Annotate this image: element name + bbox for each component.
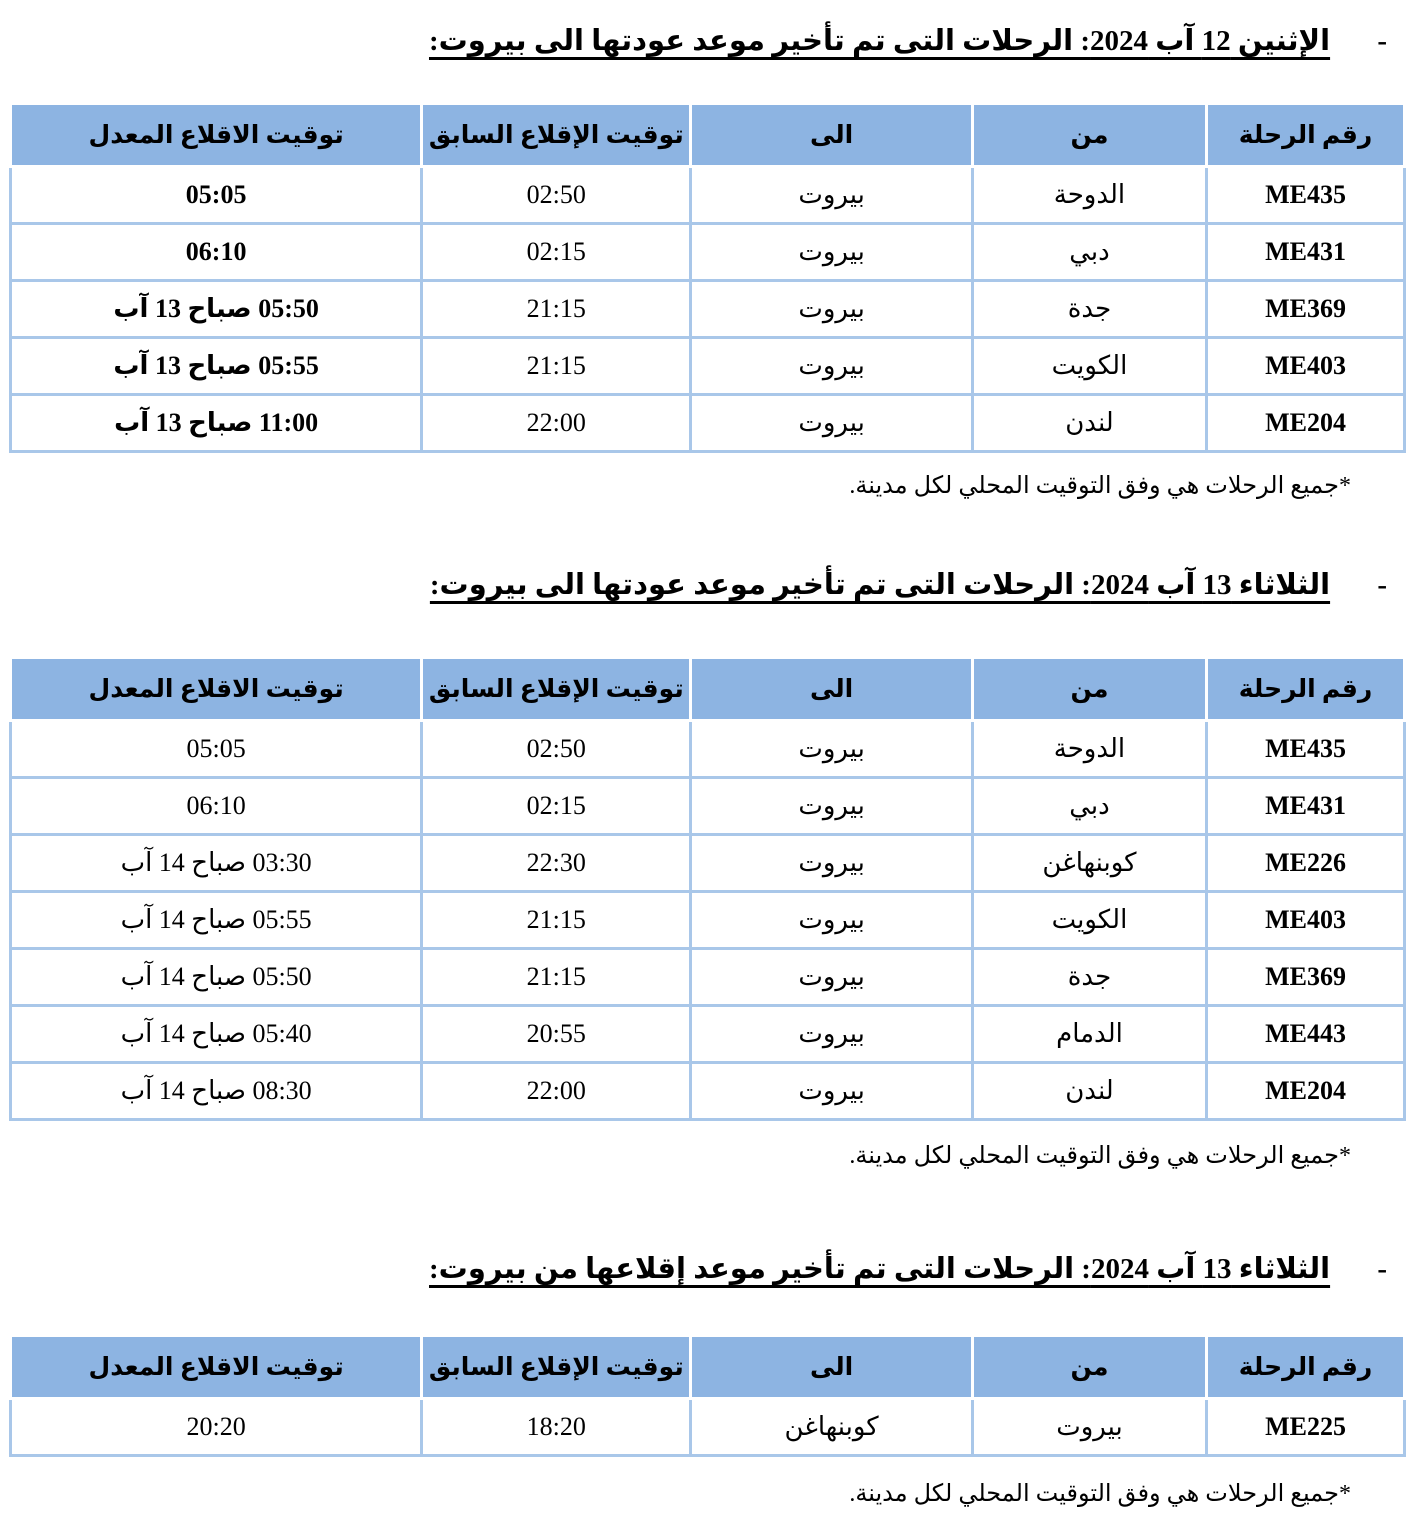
col-flight-number: رقم الرحلة	[1207, 658, 1405, 721]
col-modified-departure-time: توقيت الاقلاع المعدل	[11, 658, 422, 721]
previous-time-cell: 21:15	[422, 949, 691, 1006]
table-header-row	[11, 104, 1405, 167]
table-row	[11, 338, 1405, 395]
table-row	[11, 281, 1405, 338]
table-row	[11, 167, 1405, 224]
to-cell: بيروت	[691, 721, 973, 778]
from-cell: الكويت	[972, 338, 1206, 395]
flight-number-cell: ME225	[1207, 1399, 1405, 1456]
to-cell: بيروت	[691, 949, 973, 1006]
previous-time-cell: 02:50	[422, 167, 691, 224]
to-cell: بيروت	[691, 224, 973, 281]
flight-number-cell: ME431	[1207, 224, 1405, 281]
flights-table	[9, 102, 1406, 453]
previous-time-cell: 02:15	[422, 778, 691, 835]
new-time-cell: 05:05	[11, 721, 422, 778]
table-row	[11, 395, 1405, 452]
col-to: الى	[691, 658, 973, 721]
flights-table	[9, 1334, 1406, 1457]
col-modified-departure-time: توقيت الاقلاع المعدل	[11, 104, 422, 167]
to-cell: بيروت	[691, 1006, 973, 1063]
col-flight-number: رقم الرحلة	[1207, 104, 1405, 167]
previous-time-cell: 21:15	[422, 281, 691, 338]
previous-time-cell: 22:00	[422, 395, 691, 452]
flight-number-cell: ME435	[1207, 167, 1405, 224]
from-cell: الدوحة	[972, 167, 1206, 224]
to-cell: بيروت	[691, 395, 973, 452]
flight-number-cell: ME403	[1207, 338, 1405, 395]
from-cell: الكويت	[972, 892, 1206, 949]
to-cell: كوبنهاغن	[691, 1399, 973, 1456]
flight-number-cell: ME204	[1207, 1063, 1405, 1120]
list-dash: -	[1377, 25, 1387, 57]
previous-time-cell: 22:00	[422, 1063, 691, 1120]
table-header-row	[11, 1336, 1405, 1399]
new-time-cell: 05:55 صباح 14 آب	[11, 892, 422, 949]
section-heading	[0, 564, 1415, 606]
col-previous-departure-time: توقيت الإقلاع السابق	[422, 658, 691, 721]
new-time-cell: 03:30 صباح 14 آب	[11, 835, 422, 892]
from-cell: دبي	[972, 778, 1206, 835]
new-time-cell: 06:10	[11, 778, 422, 835]
local-time-footnote: *جميع الرحلات هي وفق التوقيت المحلي لكل مدينة.	[849, 1481, 1351, 1508]
col-from: من	[972, 104, 1206, 167]
local-time-footnote: *جميع الرحلات هي وفق التوقيت المحلي لكل مدينة.	[849, 473, 1351, 500]
previous-time-cell: 18:20	[422, 1399, 691, 1456]
to-cell: بيروت	[691, 892, 973, 949]
table-row	[11, 1063, 1405, 1120]
local-time-footnote: *جميع الرحلات هي وفق التوقيت المحلي لكل مدينة.	[849, 1143, 1351, 1170]
table-row	[11, 949, 1405, 1006]
table-header-row	[11, 658, 1405, 721]
new-time-cell: 05:55 صباح 13 آب	[11, 338, 422, 395]
new-time-cell: 05:50 صباح 13 آب	[11, 281, 422, 338]
col-to: الى	[691, 104, 973, 167]
previous-time-cell: 02:50	[422, 721, 691, 778]
flight-number-cell: ME443	[1207, 1006, 1405, 1063]
previous-time-cell: 20:55	[422, 1006, 691, 1063]
flight-number-cell: ME369	[1207, 281, 1405, 338]
col-modified-departure-time: توقيت الاقلاع المعدل	[11, 1336, 422, 1399]
to-cell: بيروت	[691, 778, 973, 835]
flight-number-cell: ME403	[1207, 892, 1405, 949]
col-from: من	[972, 1336, 1206, 1399]
section-heading-text: الثلاثاء 13 آب 2024: الرحلات التى تم تأخير موعد عودتها الى بيروت:	[429, 569, 1331, 602]
section-tuesday-13-aug-arrivals	[0, 564, 1415, 1170]
from-cell: دبي	[972, 224, 1206, 281]
flight-number-cell: ME435	[1207, 721, 1405, 778]
list-dash: -	[1377, 1253, 1387, 1286]
list-dash: -	[1377, 569, 1387, 602]
to-cell: بيروت	[691, 835, 973, 892]
new-time-cell: 20:20	[11, 1399, 422, 1456]
flight-number-cell: ME431	[1207, 778, 1405, 835]
from-cell: الدمام	[972, 1006, 1206, 1063]
table-row	[11, 224, 1405, 281]
from-cell: كوبنهاغن	[972, 835, 1206, 892]
new-time-cell: 05:50 صباح 14 آب	[11, 949, 422, 1006]
from-cell: جدة	[972, 281, 1206, 338]
section-heading	[0, 1248, 1415, 1290]
table-row	[11, 721, 1405, 778]
new-time-cell: 08:30 صباح 14 آب	[11, 1063, 422, 1120]
previous-time-cell: 21:15	[422, 892, 691, 949]
section-heading	[0, 20, 1415, 62]
to-cell: بيروت	[691, 281, 973, 338]
from-cell: جدة	[972, 949, 1206, 1006]
section-tuesday-13-aug-departures	[0, 1248, 1415, 1508]
new-time-cell: 11:00 صباح 13 آب	[11, 395, 422, 452]
previous-time-cell: 22:30	[422, 835, 691, 892]
to-cell: بيروت	[691, 1063, 973, 1120]
from-cell: الدوحة	[972, 721, 1206, 778]
section-heading-text: الإثنين 12 آب 2024: الرحلات التى تم تأخير موعد عودتها الى بيروت:	[428, 25, 1331, 57]
new-time-cell: 06:10	[11, 224, 422, 281]
col-to: الى	[691, 1336, 973, 1399]
to-cell: بيروت	[691, 167, 973, 224]
col-previous-departure-time: توقيت الإقلاع السابق	[422, 1336, 691, 1399]
from-cell: بيروت	[972, 1399, 1206, 1456]
to-cell: بيروت	[691, 338, 973, 395]
col-flight-number: رقم الرحلة	[1207, 1336, 1405, 1399]
flights-table	[9, 656, 1406, 1121]
from-cell: لندن	[972, 1063, 1206, 1120]
table-row	[11, 892, 1405, 949]
col-from: من	[972, 658, 1206, 721]
table-row	[11, 1006, 1405, 1063]
table-row	[11, 835, 1405, 892]
previous-time-cell: 21:15	[422, 338, 691, 395]
flight-number-cell: ME204	[1207, 395, 1405, 452]
flight-number-cell: ME226	[1207, 835, 1405, 892]
new-time-cell: 05:05	[11, 167, 422, 224]
from-cell: لندن	[972, 395, 1206, 452]
section-heading-text: الثلاثاء 13 آب 2024: الرحلات التى تم تأخير موعد إقلاعها من بيروت:	[429, 1253, 1331, 1286]
flight-number-cell: ME369	[1207, 949, 1405, 1006]
section-monday-12-aug	[0, 20, 1415, 500]
table-row	[11, 778, 1405, 835]
table-row	[11, 1399, 1405, 1456]
previous-time-cell: 02:15	[422, 224, 691, 281]
new-time-cell: 05:40 صباح 14 آب	[11, 1006, 422, 1063]
col-previous-departure-time: توقيت الإقلاع السابق	[422, 104, 691, 167]
